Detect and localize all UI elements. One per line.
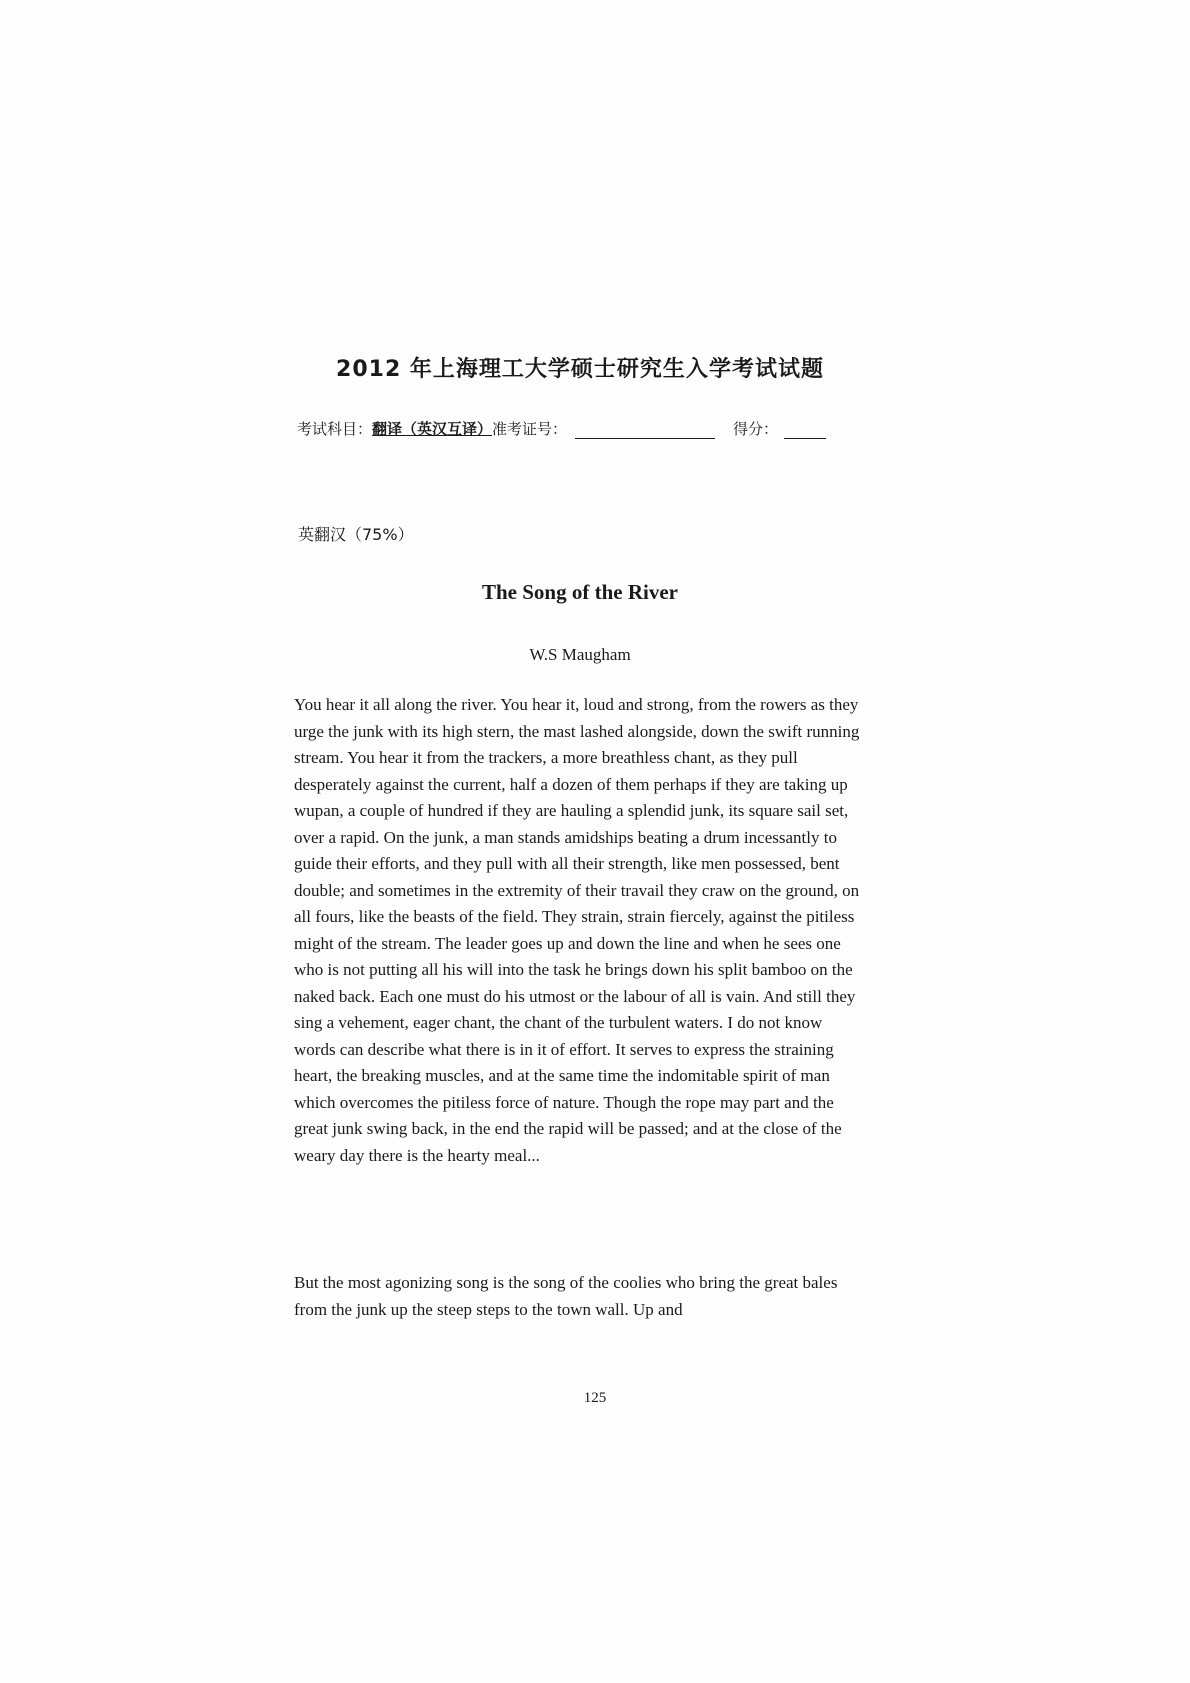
subject-label: 考试科目：	[297, 420, 373, 438]
score-blank	[784, 424, 826, 439]
score-label: 得分：	[733, 420, 779, 438]
article-paragraph-2: But the most agonizing song is the song of the coolies who bring the great bales from the junk up the steep steps to the town wall. Up and	[294, 1273, 838, 1319]
page-number: 125	[583, 1390, 607, 1406]
article-author: W.S Maugham	[529, 645, 631, 664]
section-label: 英翻汉（75%）	[298, 525, 414, 544]
subject-value: 翻译（英汉互译）	[372, 420, 493, 438]
article-paragraph-1: You hear it all along the river. You hear it, loud and strong, from the rowers as they urge the junk with its high stern, the mast lashed alongside, down the swift running stream. You hear it from the trackers, a more breathless chant, as they pull desperately against the current, half a dozen of them perhaps if they are taking up wupan, a couple of hundred if they are hauling a splendid junk, its square sail set, over a rapid. On the junk, a man stands amidships beating a drum incessantly to guide their efforts, and they pull with all their strength, like men possessed, bent double; and sometimes in the extremity of their travail they craw on the ground, on all fours, like the beasts of the field. They strain, strain fiercely, against the pitiless might of the stream. The leader goes up and down the line and when he sees one who is not putting all his will into the task he brings down his split bamboo on the naked back. Each one must do his utmost or the labour of all is vain. And still they sing a vehement, eager chant, the chant of the turbulent waters. I do not know words can describe what there is in it of effort. It serves to express the straining heart, the breaking muscles, and at the same time the indomitable spirit of man which overcomes the pitiless force of nature. Though the rope may part and the great junk swing back, in the end the rapid will be passed; and at the close of the weary day there is the hearty meal...	[294, 695, 860, 1165]
exam-title: 2012 年上海理工大学硕士研究生入学考试试题	[336, 357, 824, 382]
article-title: The Song of the River	[482, 580, 678, 604]
exam-info-line	[297, 418, 867, 439]
admission-number-label: 准考证号：	[492, 420, 568, 438]
admission-number-blank	[575, 424, 715, 439]
